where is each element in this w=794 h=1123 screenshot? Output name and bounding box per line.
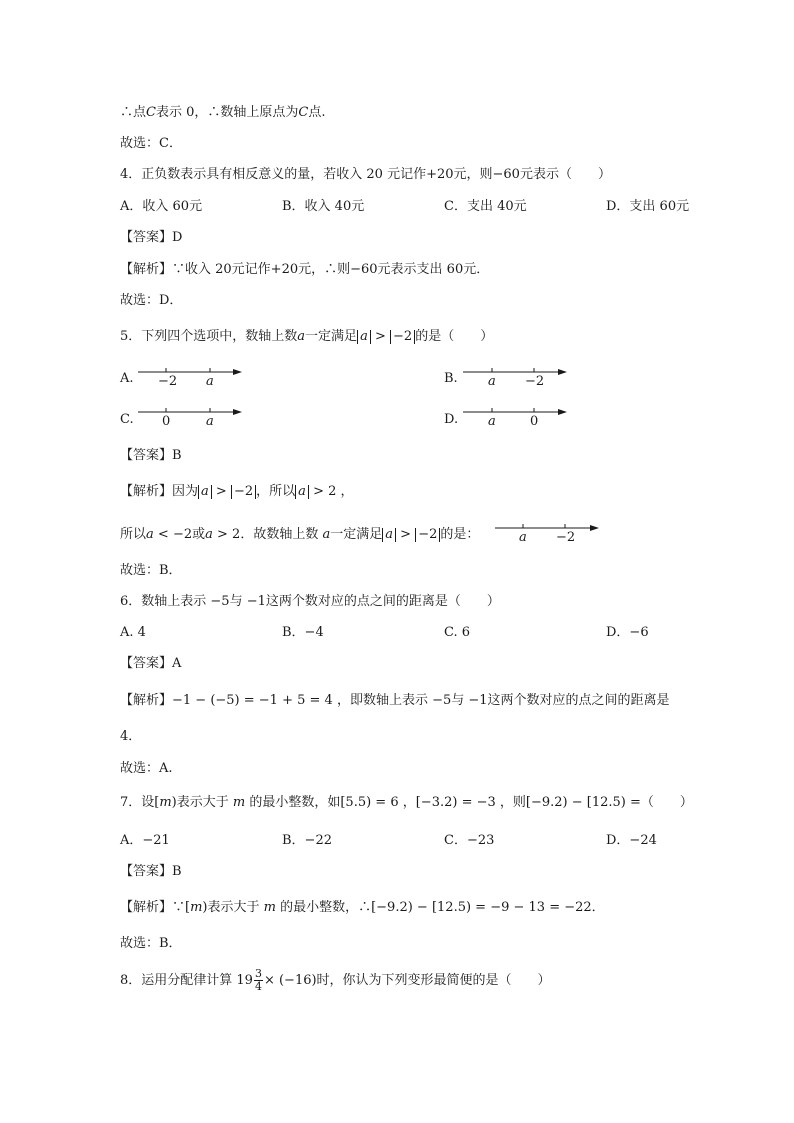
q5-analysis-line1 — [120, 483, 354, 501]
q6-option-d: D．−6 — [606, 625, 649, 640]
q4-option-a: A．收入 60元 — [120, 199, 203, 214]
text: > 2．故数轴上数 — [217, 527, 319, 542]
q4-option-d: D．支出 60元 — [606, 199, 690, 214]
q6-stem: 6．数轴上表示 −5与 −1这两个数对应的点之间的距离是（ ） — [120, 594, 500, 609]
tick-label: a — [488, 374, 496, 389]
tick-label: a — [206, 374, 214, 389]
prev-choose: 故选：C． — [120, 136, 182, 151]
arrow-icon — [590, 525, 599, 531]
var-m: m — [159, 795, 172, 810]
text: 8．运用分配律计算 19 — [120, 973, 253, 988]
q7-option-d: D．−24 — [606, 833, 657, 848]
abs-a: a — [357, 330, 371, 344]
q4-analysis: 【解析】∵收入 20元记作+20元，∴则−60元表示支出 60元． — [120, 262, 490, 277]
arrow-icon — [558, 369, 567, 375]
text: × (−16)时，你认为下列变形最简便的是（ ） — [263, 973, 551, 988]
text: > — [400, 527, 412, 542]
q7-option-a: A．−21 — [120, 833, 170, 848]
arrow-icon — [233, 409, 242, 415]
q5-option-d-number-line — [463, 402, 569, 428]
text: > — [374, 329, 386, 344]
text: 一定满足 — [305, 329, 358, 344]
tick-label: a — [206, 414, 214, 429]
q7-choose: 故选：B． — [120, 936, 182, 951]
q5-option-b-label: B. — [444, 371, 458, 386]
q6-analysis-cont: 4． — [120, 729, 142, 744]
text: 所以 — [120, 527, 147, 542]
text: 7．设[ — [120, 795, 160, 810]
abs-a: a — [198, 485, 212, 499]
abs-neg2: −2 — [415, 528, 440, 542]
text: 一定满足 — [330, 527, 383, 542]
text: 点. — [308, 105, 326, 120]
q7-option-b: B．−22 — [282, 833, 332, 848]
var-a: a — [297, 329, 306, 344]
text: 【解析】因为 — [120, 484, 199, 499]
q5-analysis-line2 — [120, 526, 479, 544]
arrow-icon — [233, 369, 242, 375]
fraction-numerator: 3 — [254, 967, 262, 980]
q5-option-a-number-line — [138, 362, 244, 388]
text: 的是（ ） — [415, 329, 494, 344]
tick-label: −2 — [525, 374, 545, 389]
q4-option-c: C．支出 40元 — [444, 199, 527, 214]
q4-stem: 4．正负数表示具有相反意义的量，若收入 20 元记作+20元，则−60元表示（ ） — [120, 167, 611, 182]
var-m: m — [263, 900, 276, 915]
q6-choose: 故选：A. — [120, 761, 173, 776]
fraction — [254, 968, 263, 993]
text: 【解析】∵[ — [120, 900, 191, 915]
q5-analysis-number-line — [495, 518, 601, 544]
tick-label: −2 — [556, 530, 576, 545]
text: 的最小整数，如[5.5) = 6 ，[−3.2) = −3 ，则[−9.2) − [12.5) =（ ） — [249, 795, 693, 810]
q5-option-c-label: C. — [120, 412, 134, 427]
q4-option-b: B．收入 40元 — [282, 199, 365, 214]
var-a: a — [322, 527, 331, 542]
q7-option-c: C．−23 — [444, 833, 495, 848]
q4-choose: 故选：D． — [120, 293, 183, 308]
q5-stem — [120, 328, 493, 346]
q5-option-d-label: D. — [444, 412, 459, 427]
q7-analysis — [120, 899, 605, 917]
q7-stem — [120, 794, 693, 812]
q5-option-c-number-line — [138, 402, 244, 428]
text: )表示大于 — [171, 795, 229, 810]
q6-option-b: B．−4 — [282, 625, 324, 640]
q5-option-b-number-line — [463, 362, 569, 388]
text: ，所以 — [256, 484, 296, 499]
text: < −2或 — [157, 527, 206, 542]
q7-answer: 【答案】B — [120, 864, 182, 879]
q6-option-a: A. 4 — [120, 625, 146, 640]
fraction-denominator: 4 — [254, 980, 262, 993]
var-c: C — [146, 105, 156, 120]
q5-answer: 【答案】B — [120, 448, 182, 463]
q6-analysis: 【解析】−1 − (−5) = −1 + 5 = 4 ，即数轴上表示 −5与 −1这两个数对应的点之间的距离是 — [120, 693, 670, 708]
tick-label: −2 — [158, 374, 178, 389]
abs-a: a — [295, 485, 309, 499]
abs-neg2: −2 — [390, 330, 415, 344]
text: 0 — [186, 105, 195, 120]
q5-choose: 故选：B． — [120, 563, 182, 578]
text: 表示 — [155, 105, 182, 120]
q4-answer: 【答案】D — [120, 230, 183, 245]
q8-stem — [120, 966, 551, 996]
abs-a: a — [382, 528, 396, 542]
tick-label: 0 — [162, 414, 171, 429]
q6-option-c: C. 6 — [444, 625, 471, 640]
text: 5．下列四个选项中，数轴上数 — [120, 329, 298, 344]
arrow-icon — [558, 409, 567, 415]
tick-label: 0 — [530, 414, 539, 429]
tick-label: a — [519, 530, 527, 545]
var-c: C — [298, 105, 309, 120]
var-a: a — [205, 527, 213, 542]
text: 的最小整数，∴[−9.2) − [12.5) = −9 − 13 = −22． — [280, 900, 605, 915]
text: 的是： — [440, 527, 480, 542]
abs-neg2: −2 — [231, 485, 256, 499]
text: )表示大于 — [202, 900, 260, 915]
var-m: m — [190, 900, 203, 915]
q5-option-a-label: A. — [120, 371, 134, 386]
line-origin-conclusion — [120, 104, 326, 122]
text: > — [215, 484, 227, 499]
text: ，∴数轴上原点为 — [194, 105, 299, 120]
var-a: a — [146, 527, 154, 542]
text: > 2 ， — [313, 484, 354, 499]
tick-label: a — [488, 414, 496, 429]
text: ∴点 — [120, 105, 147, 120]
var-m: m — [232, 795, 246, 810]
q6-answer: 【答案】A — [120, 656, 182, 671]
